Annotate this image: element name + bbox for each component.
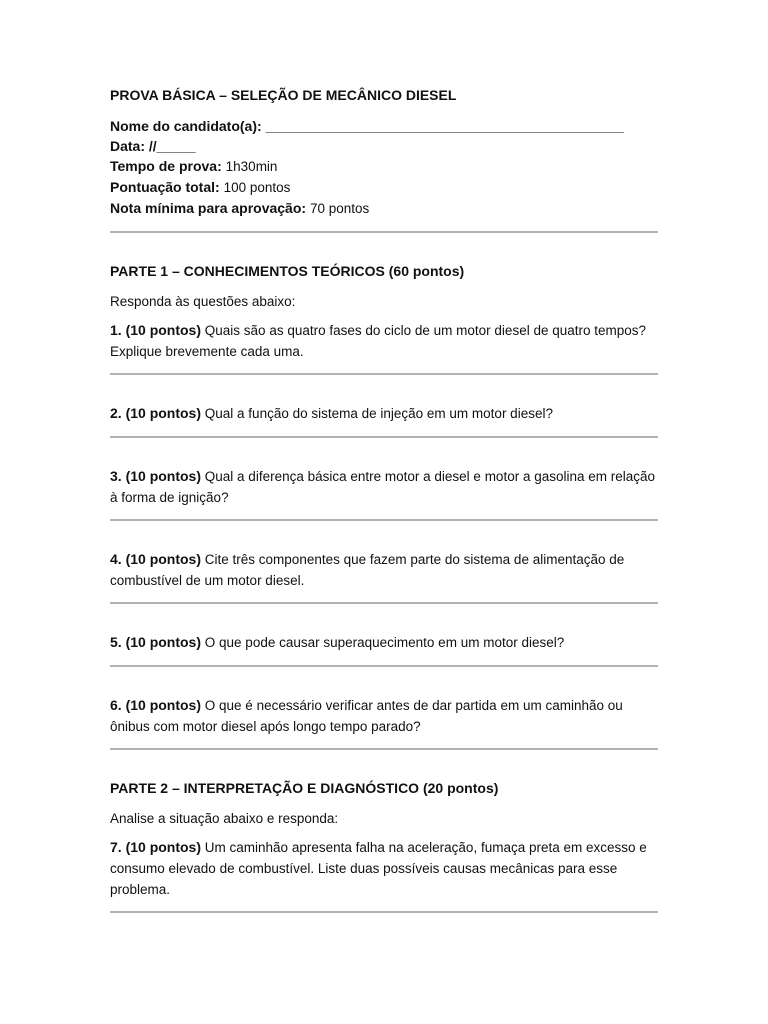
question-3 [110, 466, 658, 508]
question-4 [110, 549, 658, 591]
question-6 [110, 695, 658, 737]
answer-line-7 [110, 911, 658, 913]
total-score-value: 100 pontos [223, 180, 291, 195]
part2-title: PARTE 2 – INTERPRETAÇÃO E DIAGNÓSTICO (20 pontos) [110, 780, 499, 796]
candidate-name-line [110, 116, 658, 136]
question-7 [110, 837, 658, 900]
answer-line-3 [110, 519, 658, 521]
total-score-line [110, 177, 658, 198]
answer-line-5 [110, 665, 658, 667]
question-5 [110, 632, 658, 653]
question-2 [110, 403, 658, 424]
candidate-name-blank: ______________________________________________ [265, 118, 624, 134]
question-7-label: 7. (10 pontos) [110, 839, 202, 855]
date-line [110, 136, 658, 156]
candidate-name-label: Nome do candidato(a): [110, 118, 262, 134]
question-3-text: Qual a diferença básica entre motor a diesel e motor a gasolina em relação à forma de ignição? [110, 469, 656, 505]
question-1-text: Quais são as quatro fases do ciclo de um motor diesel de quatro tempos? Explique brevemente cada uma. [110, 323, 647, 359]
question-5-label: 5. (10 pontos) [110, 634, 202, 650]
answer-line-4 [110, 602, 658, 604]
answer-line-2 [110, 436, 658, 438]
question-2-label: 2. (10 pontos) [110, 405, 202, 421]
min-score-value: 70 pontos [309, 201, 370, 216]
total-score-label: Pontuação total: [110, 179, 220, 195]
min-score-line [110, 198, 658, 219]
question-7-text: Um caminhão apresenta falha na aceleração, fumaça preta em excesso e consumo elevado de combustível. Liste duas possíveis causas mecânicas para esse problema. [110, 840, 647, 897]
exam-time-label: Tempo de prova: [110, 158, 222, 174]
question-6-text: O que é necessário verificar antes de dar partida em um caminhão ou ônibus com motor diesel após longo tempo parado? [110, 698, 623, 734]
part1-instruction: Responda às questões abaixo: [110, 294, 296, 309]
divider [110, 231, 658, 233]
question-6-label: 6. (10 pontos) [110, 697, 202, 713]
question-1 [110, 320, 658, 362]
exam-time-value: 1h30min [225, 159, 278, 174]
part2-instruction: Analise a situação abaixo e responda: [110, 811, 339, 826]
answer-line-6 [110, 748, 658, 750]
min-score-label: Nota mínima para aprovação: [110, 200, 307, 216]
header-fields [110, 116, 658, 219]
exam-time-line [110, 156, 658, 177]
date-label: Data: [110, 138, 146, 154]
date-blank: //_____ [148, 138, 196, 154]
part1-title: PARTE 1 – CONHECIMENTOS TEÓRICOS (60 pontos) [110, 263, 465, 279]
question-1-label: 1. (10 pontos) [110, 322, 202, 338]
question-2-text: Qual a função do sistema de injeção em um motor diesel? [204, 406, 553, 421]
answer-line-1 [110, 373, 658, 375]
question-5-text: O que pode causar superaquecimento em um motor diesel? [204, 635, 565, 650]
question-4-label: 4. (10 pontos) [110, 551, 202, 567]
question-3-label: 3. (10 pontos) [110, 468, 202, 484]
document-title: PROVA BÁSICA – SELEÇÃO DE MECÂNICO DIESEL [110, 87, 457, 103]
document-content [110, 86, 658, 913]
question-4-text: Cite três componentes que fazem parte do sistema de alimentação de combustível de um motor diesel. [110, 552, 625, 588]
